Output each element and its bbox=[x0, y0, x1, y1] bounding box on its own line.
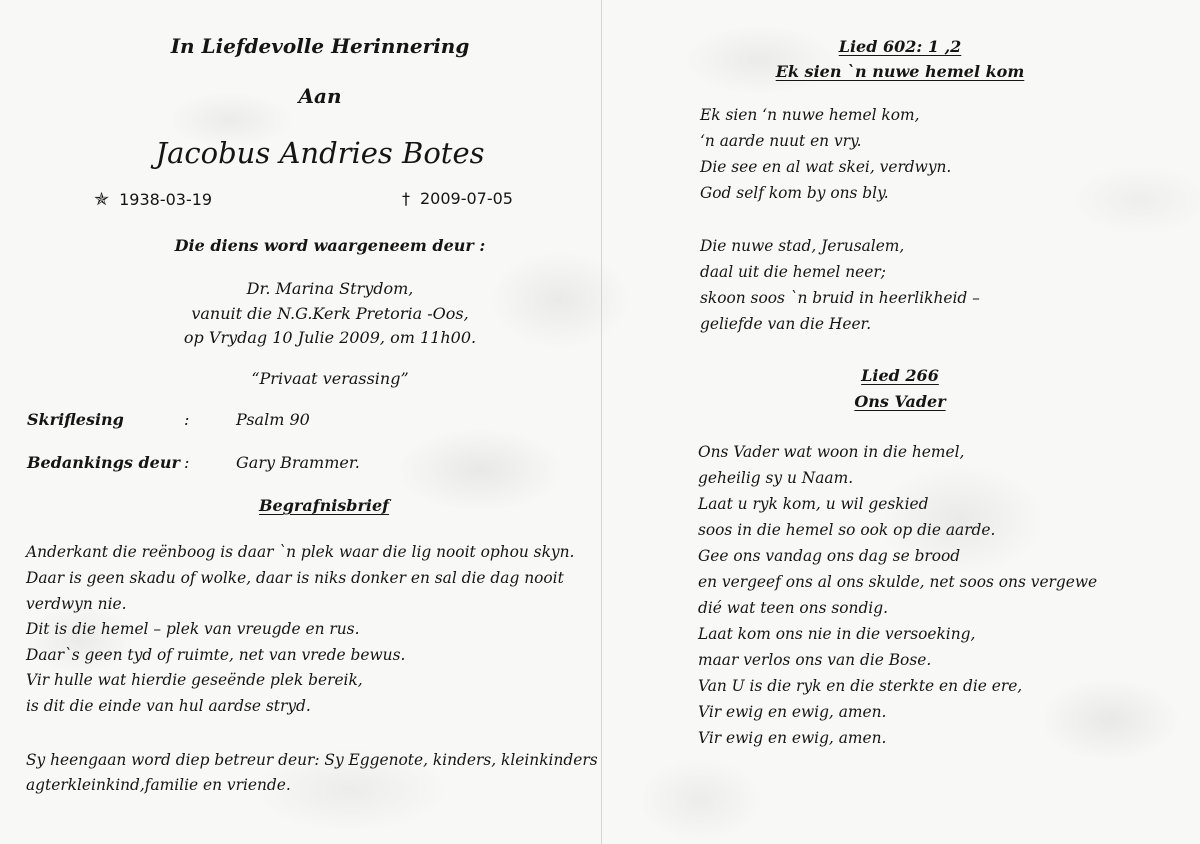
hymn1-line: Die nuwe stad, Jerusalem, bbox=[700, 237, 905, 255]
cremation-note: “Privaat verassing” bbox=[251, 369, 409, 388]
hymn1-line: daal uit die hemel neer; bbox=[700, 263, 886, 281]
hymn2-line: soos in die hemel so ook op die aarde. bbox=[698, 521, 996, 539]
poem-title: Begrafnisbrief bbox=[259, 496, 390, 515]
hymn1-line: geliefde van die Heer. bbox=[700, 315, 872, 333]
death-date: 2009-07-05 bbox=[420, 189, 513, 208]
hymn2-line: geheilig sy u Naam. bbox=[698, 469, 854, 487]
service-line-officiant: Dr. Marina Strydom, bbox=[246, 279, 414, 298]
hymn2-line: Laat u ryk kom, u wil geskied bbox=[698, 495, 929, 513]
hymn2-line: Gee ons vandag ons dag se brood bbox=[698, 547, 961, 565]
detail-label: Skriflesing bbox=[27, 410, 124, 429]
poem-line: is dit die einde van hul aardse stryd. bbox=[26, 697, 311, 715]
hymn2-line: en vergeef ons al ons skulde, net soos ons vergewe bbox=[698, 573, 1098, 591]
hymn1-title: Ek sien `n nuwe hemel kom bbox=[775, 62, 1025, 81]
mourners-line: Sy heengaan word diep betreur deur: Sy Eggenote, kinders, kleinkinders bbox=[26, 751, 598, 769]
poem-line: Vir hulle wat hierdie geseënde plek bereik, bbox=[26, 671, 363, 689]
birth-date: 1938-03-19 bbox=[119, 190, 213, 209]
hymn1-line: Die see en al wat skei, verdwyn. bbox=[700, 158, 952, 176]
hymn1-line: Ek sien ‘n nuwe hemel kom, bbox=[700, 106, 920, 124]
service-heading: Die diens word waargeneem deur : bbox=[174, 236, 486, 255]
hymn1-line: God self kom by ons bly. bbox=[700, 184, 889, 202]
deceased-name: Jacobus Andries Botes bbox=[155, 136, 485, 170]
birth-row bbox=[94, 189, 212, 210]
service-line-datetime: op Vrydag 10 Julie 2009, om 11h00. bbox=[183, 328, 477, 347]
poem-line: Daar is geen skadu of wolke, daar is niks donker en sal die dag nooit bbox=[26, 569, 564, 587]
page-fold-divider bbox=[601, 0, 602, 844]
death-row bbox=[402, 189, 513, 208]
poem-line: Daar`s geen tyd of ruimte, net van vrede bewus. bbox=[26, 646, 406, 664]
hymn2-line: Vir ewig en ewig, amen. bbox=[698, 703, 887, 721]
detail-value: Gary Brammer. bbox=[236, 453, 360, 472]
hymn2-line: Van U is die ryk en die sterkte en die ere, bbox=[698, 677, 1023, 695]
hymn1-number: Lied 602: 1 ,2 bbox=[838, 37, 962, 56]
hymn2-line: Laat kom ons nie in die versoeking, bbox=[698, 625, 976, 643]
detail-value: Psalm 90 bbox=[236, 410, 310, 429]
memorial-heading: In Liefdevolle Herinnering bbox=[170, 34, 470, 58]
hymn2-line: maar verlos ons van die Bose. bbox=[698, 651, 932, 669]
poem-line: verdwyn nie. bbox=[26, 595, 127, 613]
hymn1-line: ‘n aarde nuut en vry. bbox=[700, 132, 862, 150]
poem-line: Dit is die hemel – plek van vreugde en rus. bbox=[26, 620, 360, 638]
poem-line: Anderkant die reënboog is daar `n plek waar die lig nooit ophou skyn. bbox=[26, 543, 575, 561]
detail-separator: : bbox=[184, 453, 190, 472]
hymn2-line: Vir ewig en ewig, amen. bbox=[698, 729, 887, 747]
hymn2-number: Lied 266 bbox=[861, 366, 939, 385]
detail-label: Bedankings deur bbox=[27, 453, 180, 472]
hymn2-title: Ons Vader bbox=[854, 392, 946, 411]
cross-icon: † bbox=[402, 189, 410, 208]
star-icon: ✯ bbox=[94, 189, 110, 210]
hymn1-line: skoon soos `n bruid in heerlikheid – bbox=[700, 289, 980, 307]
service-line-church: vanuit die N.G.Kerk Pretoria -Oos, bbox=[191, 304, 469, 323]
hymn2-line: dié wat teen ons sondig. bbox=[698, 599, 888, 617]
memorial-heading-sub: Aan bbox=[298, 84, 342, 108]
mourners-line: agterkleinkind,familie en vriende. bbox=[26, 776, 291, 794]
detail-separator: : bbox=[184, 410, 190, 429]
hymn2-line: Ons Vader wat woon in die hemel, bbox=[698, 443, 965, 461]
